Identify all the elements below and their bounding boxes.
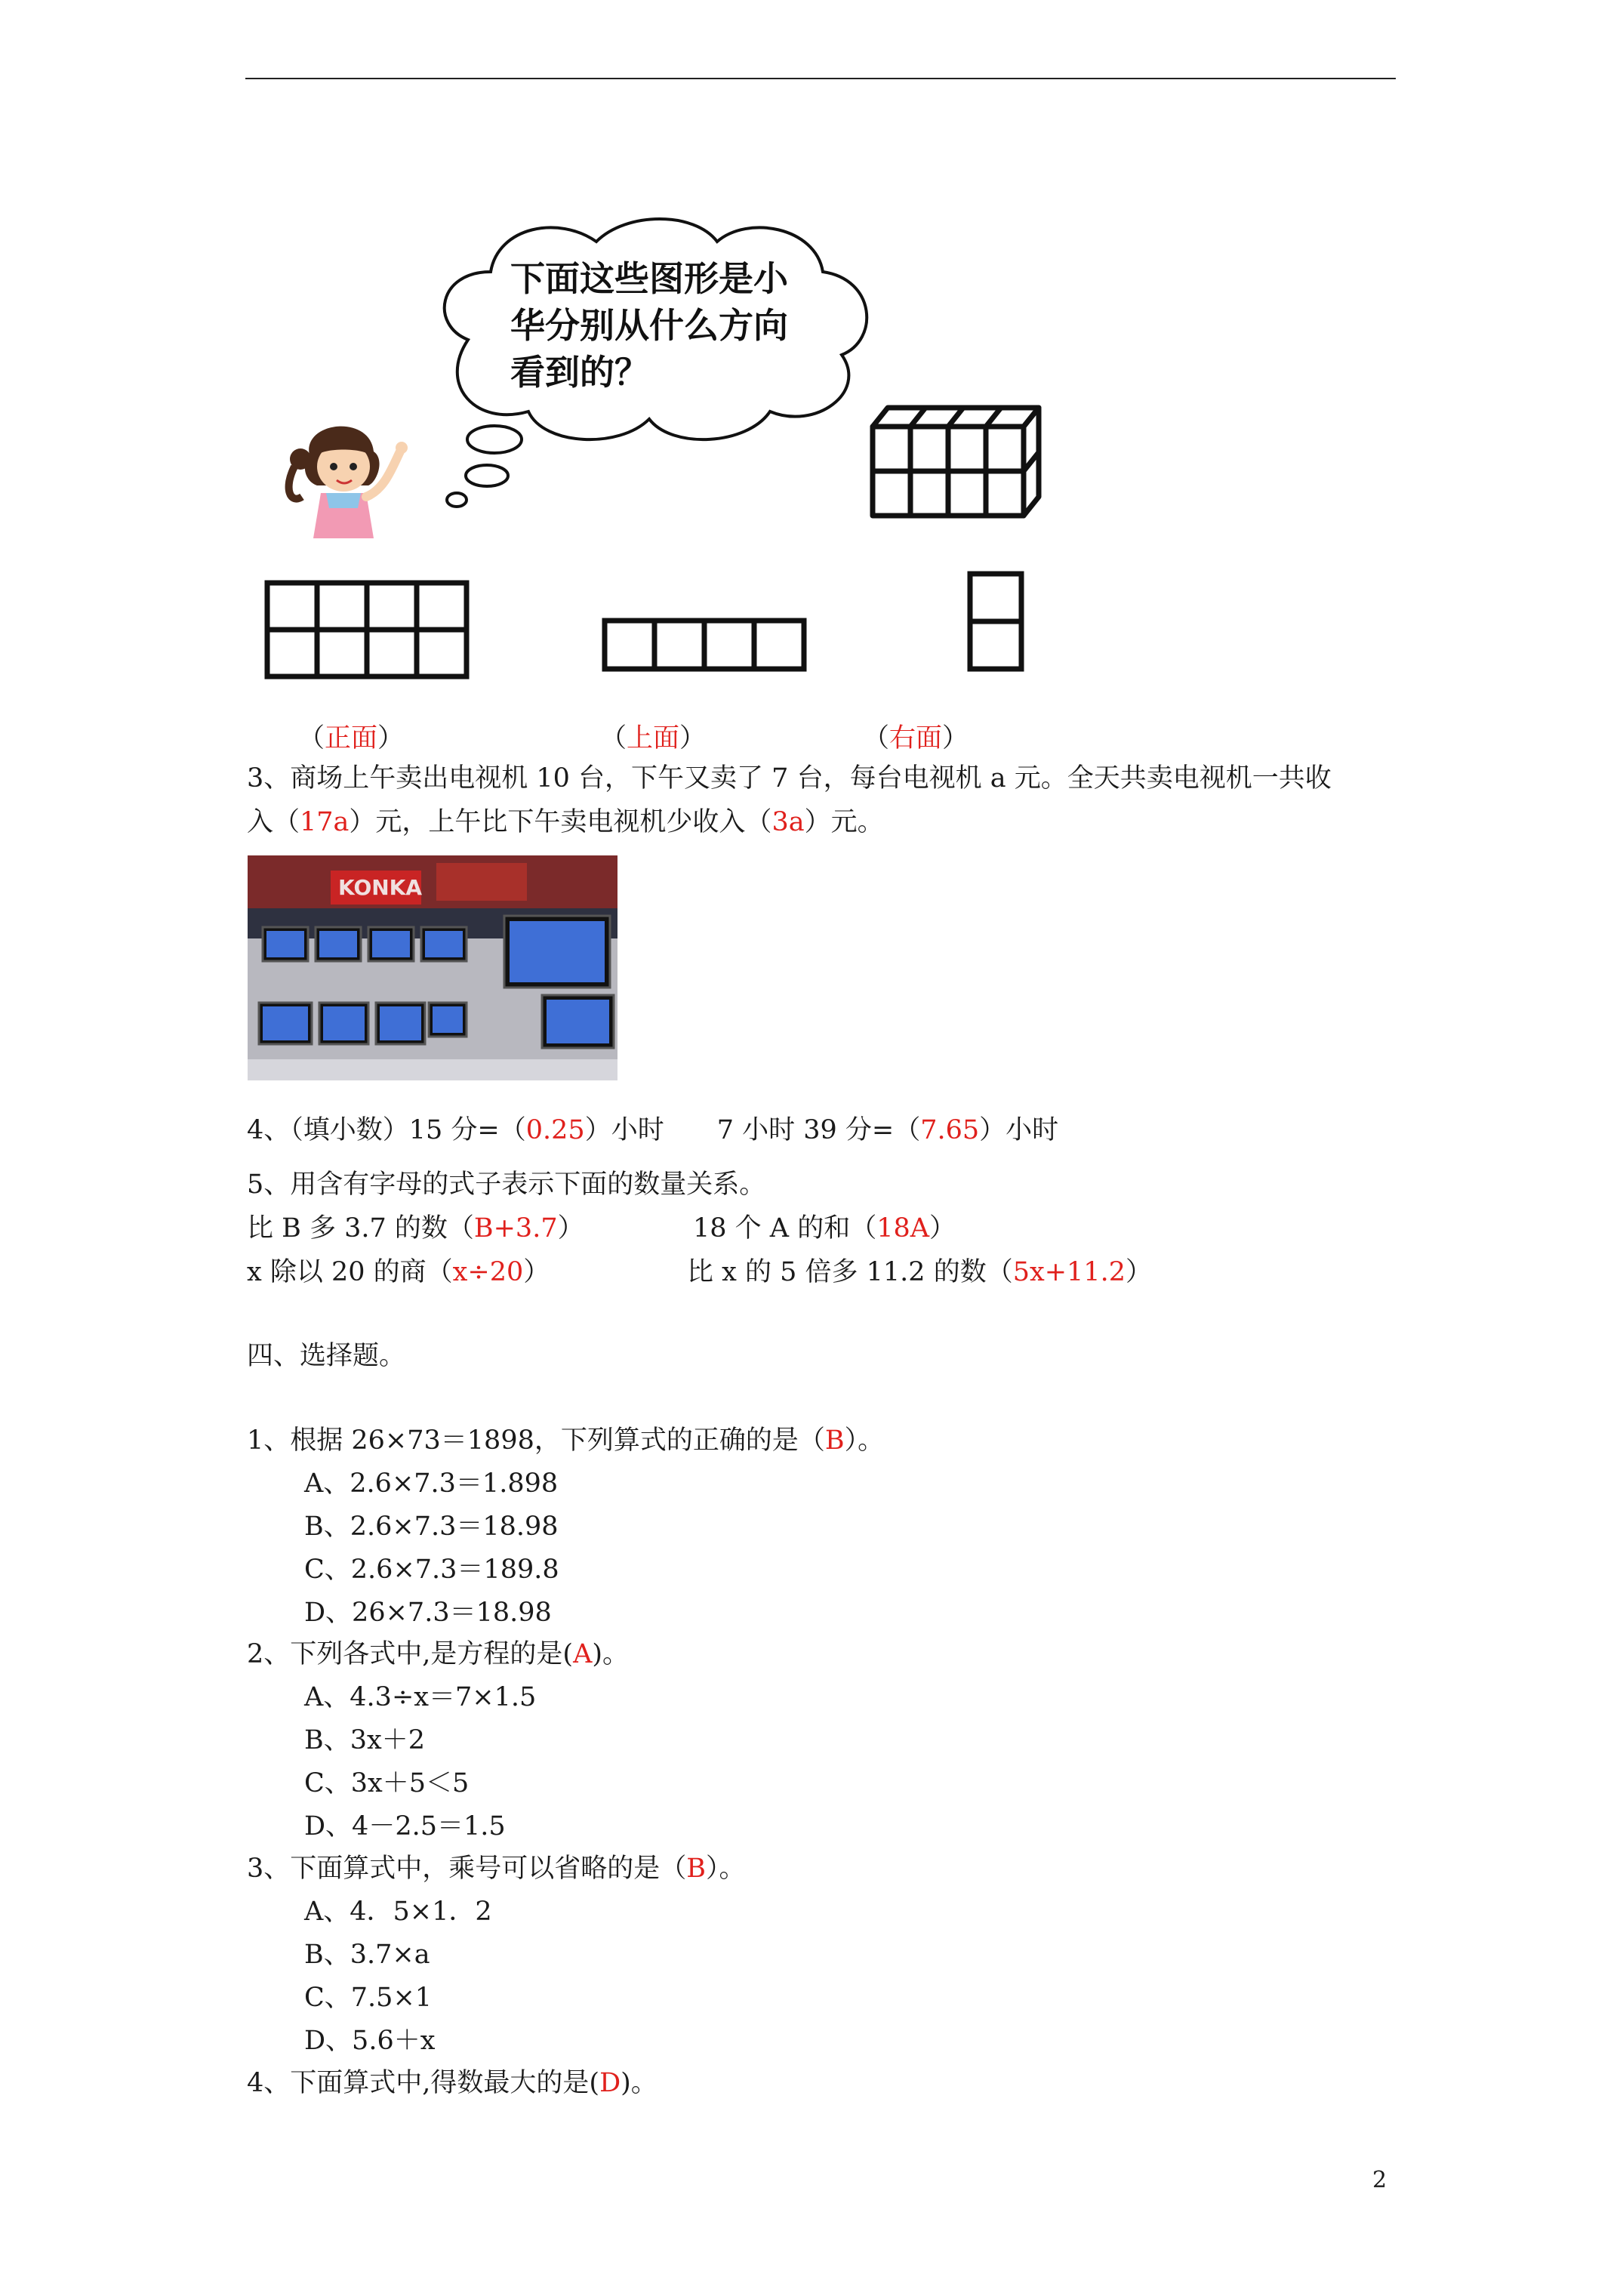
q5-row1-left: 比 B 多 3.7 的数（B+3.7）: [247, 1213, 584, 1244]
q3-answer-2: 3a: [771, 807, 805, 837]
q4-answer-1: 0.25: [525, 1115, 585, 1145]
q5-row1-right: 18 个 A 的和（18A）: [693, 1213, 956, 1244]
header-rule: [245, 78, 1396, 79]
thought-bubbles: [445, 461, 513, 513]
mc2-option-d: D、4－2.5＝1.5: [304, 1811, 506, 1841]
q3-answer-1: 17a: [300, 807, 350, 837]
mc3-question: 3、下面算式中，乘号可以省略的是（B）。: [247, 1854, 746, 1884]
mc1-option-a: A、2.6×7.3＝1.898: [304, 1469, 559, 1499]
mc3-option-d: D、5.6＋x: [304, 2026, 436, 2056]
mc1-question: 1、根据 26×73＝1898，下列算式的正确的是（B）。: [247, 1425, 885, 1456]
top-view-grid: [602, 618, 807, 672]
page-number: 2: [1372, 2167, 1387, 2193]
mc3-option-c: C、7.5×1: [304, 1983, 433, 2013]
view-label-top: （上面）: [600, 723, 707, 754]
q5-row2-right: 比 x 的 5 倍多 11.2 的数（5x+11.2）: [687, 1257, 1152, 1287]
q4-line: 4、（填小数）15 分=（0.25）小时 7 小时 39 分=（7.65）小时: [247, 1115, 1059, 1145]
mc2-option-c: C、3x＋5＜5: [304, 1768, 470, 1798]
view-label-front: （正面）: [298, 723, 405, 754]
section-4-title: 四、选择题。: [247, 1341, 406, 1371]
view-label-right: （右面）: [863, 723, 969, 754]
mc2-option-b: B、3x＋2: [304, 1725, 425, 1755]
q4-answer-2: 7.65: [920, 1115, 980, 1145]
tv-store-photo: [248, 855, 617, 1080]
mc3-option-a: A、4．5×1．2: [304, 1897, 492, 1927]
girl-illustration: [279, 414, 430, 542]
mc1-option-b: B、2.6×7.3＝18.98: [304, 1512, 559, 1542]
mc4-question: 4、下面算式中,得数最大的是(D)。: [247, 2068, 658, 2098]
mc1-option-d: D、26×7.3＝18.98: [304, 1598, 552, 1628]
right-view-grid: [967, 571, 1024, 672]
photo-sign-text: KONKA: [338, 875, 423, 900]
mc1-option-c: C、2.6×7.3＝189.8: [304, 1555, 559, 1585]
cuboid-figure: [867, 400, 1055, 521]
mc2-question: 2、下列各式中,是方程的是(A)。: [247, 1639, 629, 1669]
front-view-grid: [264, 580, 470, 680]
cloud-text: 下面这些图形是小华分别从什么方向看到的？: [510, 258, 788, 393]
q5-title: 5、用含有字母的式子表示下面的数量关系。: [247, 1170, 766, 1200]
mc3-option-b: B、3.7×a: [304, 1940, 430, 1970]
q3-line1: 3、商场上午卖出电视机 10 台，下午又卖了 7 台，每台电视机 a 元。全天共卖电视机一共收: [247, 763, 1332, 794]
mc2-option-a: A、4.3÷x＝7×1.5: [304, 1682, 537, 1712]
q5-row2-left: x 除以 20 的商（x÷20）: [247, 1257, 550, 1287]
q3-line2: 入（17a）元，上午比下午卖电视机少收入（3a）元。: [247, 807, 884, 837]
